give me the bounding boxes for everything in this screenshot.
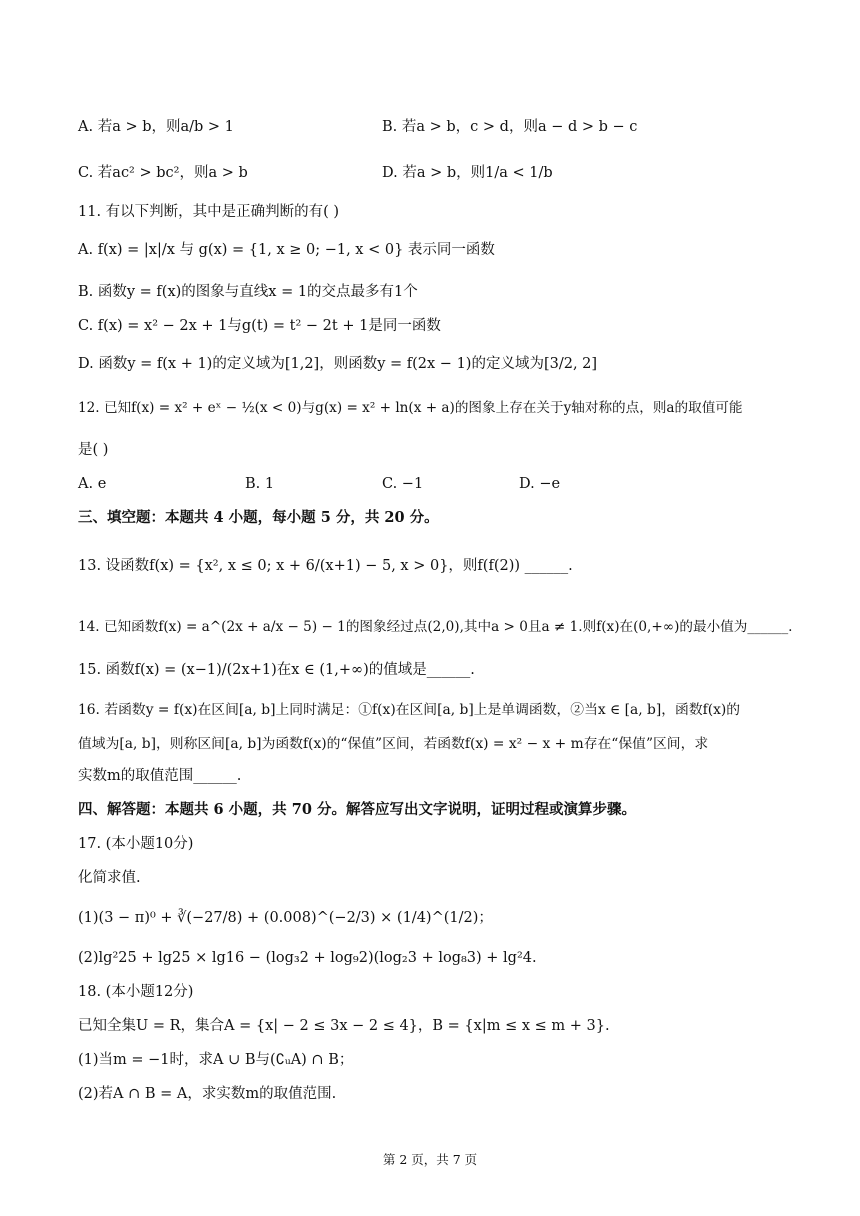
q17-part1: (1)(3 − π)⁰ + ∛(−27/8) + (0.008)^(−2/3) × (1/4)^(1/2)； xyxy=(78,910,493,926)
q12-option-a: A. e xyxy=(78,476,107,492)
q18-intro: 已知全集U = R，集合A = {x| − 2 ≤ 3x − 2 ≤ 4}，B = {x|m ≤ x ≤ m + 3}. xyxy=(78,1018,610,1034)
q10-option-c: C. 若ac² > bc²，则a > b xyxy=(78,165,248,181)
q10-option-a: A. 若a > b，则a/b > 1 xyxy=(78,119,234,135)
q12-option-d: D. −e xyxy=(519,476,561,492)
q16-line3: 实数m的取值范围______. xyxy=(78,768,242,784)
q17-heading: 17. (本小题10分) xyxy=(78,836,194,852)
q11-option-d: D. 函数y = f(x + 1)的定义域为[1,2]，则函数y = f(2x − 1)的定义域为[3/2, 2] xyxy=(78,356,598,372)
q11-option-a: A. f(x) = |x|/x 与 g(x) = {1, x ≥ 0; −1, x < 0} 表示同一函数 xyxy=(78,242,495,258)
q17-intro: 化简求值. xyxy=(78,870,141,886)
q18-heading: 18. (本小题12分) xyxy=(78,984,194,1000)
q16-line1: 16. 若函数y = f(x)在区间[a, b]上同时满足：①f(x)在区间[a, b]上是单调函数，②当x ∈ [a, b]，函数f(x)的 xyxy=(78,702,741,718)
q12-stem-line2: 是( ) xyxy=(78,442,109,458)
q11-option-b: B. 函数y = f(x)的图象与直线x = 1的交点最多有1个 xyxy=(78,284,418,300)
q15: 15. 函数f(x) = (x−1)/(2x+1)在x ∈ (1,+∞)的值域是______. xyxy=(78,662,475,678)
q14: 14. 已知函数f(x) = a^(2x + a/x − 5) − 1的图象经过点(2,0),其中a > 0且a ≠ 1.则f(x)在(0,+∞)的最小值为______. xyxy=(78,619,793,635)
section-4-heading: 四、解答题：本题共 6 小题，共 70 分。解答应写出文字说明，证明过程或演算步骤。 xyxy=(78,801,636,818)
q13: 13. 设函数f(x) = {x², x ≤ 0; x + 6/(x+1) − 5, x > 0}，则f(f(2)) ______. xyxy=(78,558,573,574)
q10-option-b: B. 若a > b，c > d，则a − d > b − c xyxy=(382,119,638,135)
q12-option-c: C. −1 xyxy=(382,476,424,492)
q10-option-d: D. 若a > b，则1/a < 1/b xyxy=(382,165,553,181)
q18-part1: (1)当m = −1时，求A ∪ B与(∁ᵤA) ∩ B； xyxy=(78,1052,354,1068)
q17-part2: (2)lg²25 + lg25 × lg16 − (log₃2 + log₉2)(log₂3 + log₈3) + lg²4. xyxy=(78,950,537,966)
page-footer: 第 2 页，共 7 页 xyxy=(382,1152,478,1167)
q16-line2: 值域为[a, b]，则称区间[a, b]为函数f(x)的“保值”区间，若函数f(x) = x² − x + m存在“保值”区间，求 xyxy=(78,736,709,752)
q11-option-c: C. f(x) = x² − 2x + 1与g(t) = t² − 2t + 1是同一函数 xyxy=(78,318,441,334)
q12-stem-line1: 12. 已知f(x) = x² + eˣ − ½(x < 0)与g(x) = x² + ln(x + a)的图象上存在关于y轴对称的点，则a的取值可能 xyxy=(78,400,743,416)
q12-option-b: B. 1 xyxy=(245,476,275,492)
q18-part2: (2)若A ∩ B = A，求实数m的取值范围. xyxy=(78,1086,337,1102)
section-3-heading: 三、填空题：本题共 4 小题，每小题 5 分，共 20 分。 xyxy=(78,509,439,526)
q11-stem: 11. 有以下判断，其中是正确判断的有( ) xyxy=(78,204,340,220)
